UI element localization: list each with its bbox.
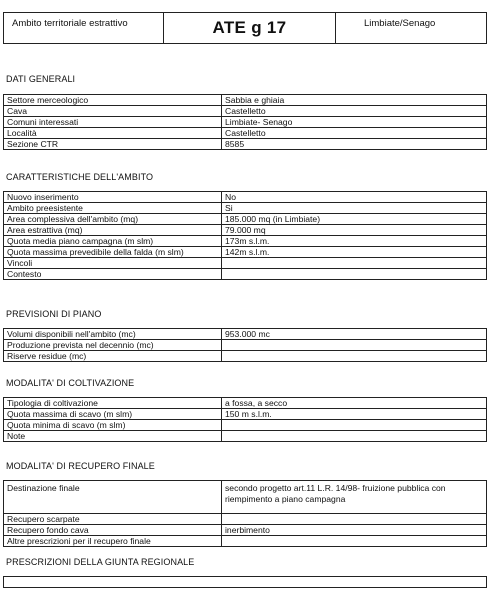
table-row: [4, 340, 487, 351]
table-row: [4, 106, 487, 117]
row-value: a fossa, a secco: [222, 398, 487, 409]
table-row: [4, 514, 487, 525]
table-recupero: [3, 480, 487, 547]
row-key: Ambito preesistente: [4, 203, 222, 214]
row-key: Località: [4, 128, 222, 139]
row-value: 150 m s.l.m.: [222, 409, 487, 420]
table-row: [4, 214, 487, 225]
row-value: Si: [222, 203, 487, 214]
row-value: 79.000 mq: [222, 225, 487, 236]
table-row: [4, 398, 487, 409]
prescrizioni-box: [3, 576, 487, 588]
comuni-header: Limbiate/Senago: [364, 18, 436, 29]
table-row: [4, 192, 487, 203]
row-key: Volumi disponibili nell'ambito (mc): [4, 329, 222, 340]
row-value: Limbiate- Senago: [222, 117, 487, 128]
section-title-dati-generali: DATI GENERALI: [6, 74, 76, 84]
table-row: [4, 351, 487, 362]
row-key: Contesto: [4, 269, 222, 280]
row-key: Comuni interessati: [4, 117, 222, 128]
table-row: [4, 536, 487, 547]
row-value: Sabbia e ghiaia: [222, 95, 487, 106]
row-value: Castelletto: [222, 106, 487, 117]
row-key: Note: [4, 431, 222, 442]
row-key: Nuovo inserimento: [4, 192, 222, 203]
row-value: 185.000 mq (in Limbiate): [222, 214, 487, 225]
row-key: Area estrattiva (mq): [4, 225, 222, 236]
table-row: [4, 481, 487, 514]
table-row: [4, 117, 487, 128]
row-value: [222, 420, 487, 431]
table-row: [4, 409, 487, 420]
row-value: 8585: [222, 139, 487, 150]
row-value: 953.000 mc: [222, 329, 487, 340]
table-row: [4, 225, 487, 236]
row-key: Quota minima di scavo (m slm): [4, 420, 222, 431]
row-key: Quota media piano campagna (m slm): [4, 236, 222, 247]
table-row: [4, 128, 487, 139]
table-caratteristiche: [3, 191, 487, 280]
row-value: [222, 258, 487, 269]
table-dati-generali: [3, 94, 487, 150]
row-value: [222, 536, 487, 547]
row-key: Cava: [4, 106, 222, 117]
row-value: [222, 269, 487, 280]
row-key: Destinazione finale: [4, 481, 222, 514]
section-title-coltivazione: MODALITA' DI COLTIVAZIONE: [6, 378, 135, 388]
table-row: [4, 236, 487, 247]
table-row: [4, 420, 487, 431]
row-value: [222, 351, 487, 362]
table-row: [4, 258, 487, 269]
header-box: [3, 12, 487, 44]
ate-code: ATE g 17: [164, 13, 336, 43]
row-value: secondo progetto art.11 L.R. 14/98- fruizione pubblica con riempimento a piano campagna: [222, 481, 487, 514]
row-value: 142m s.l.m.: [222, 247, 487, 258]
table-row: [4, 95, 487, 106]
row-key: Area complessiva dell'ambito (mq): [4, 214, 222, 225]
row-value: [222, 514, 487, 525]
table-previsioni: [3, 328, 487, 362]
section-title-caratteristiche: CARATTERISTICHE DELL'AMBITO: [6, 172, 154, 182]
row-value: Castelletto: [222, 128, 487, 139]
row-key: Recupero fondo cava: [4, 525, 222, 536]
row-key: Produzione prevista nel decennio (mc): [4, 340, 222, 351]
table-row: [4, 525, 487, 536]
row-value: inerbimento: [222, 525, 487, 536]
row-key: Tipologia di coltivazione: [4, 398, 222, 409]
row-key: Vincoli: [4, 258, 222, 269]
row-value: [222, 340, 487, 351]
row-value: No: [222, 192, 487, 203]
table-row: [4, 269, 487, 280]
row-key: Riserve residue (mc): [4, 351, 222, 362]
table-row: [4, 431, 487, 442]
row-key: Altre prescrizioni per il recupero finale: [4, 536, 222, 547]
table-row: [4, 139, 487, 150]
table-coltivazione: [3, 397, 487, 442]
row-value: 173m s.l.m.: [222, 236, 487, 247]
table-row: [4, 247, 487, 258]
row-key: Settore merceologico: [4, 95, 222, 106]
table-row: [4, 203, 487, 214]
section-title-previsioni: PREVISIONI DI PIANO: [6, 309, 102, 319]
row-key: Sezione CTR: [4, 139, 222, 150]
section-title-prescrizioni: PRESCRIZIONI DELLA GIUNTA REGIONALE: [6, 557, 195, 567]
row-value: [222, 431, 487, 442]
row-key: Recupero scarpate: [4, 514, 222, 525]
ambito-label: Ambito territoriale estrattivo: [4, 13, 164, 43]
section-title-recupero: MODALITA' DI RECUPERO FINALE: [6, 461, 155, 471]
table-row: [4, 329, 487, 340]
row-key: Quota massima di scavo (m slm): [4, 409, 222, 420]
row-key: Quota massima prevedibile della falda (m slm): [4, 247, 222, 258]
